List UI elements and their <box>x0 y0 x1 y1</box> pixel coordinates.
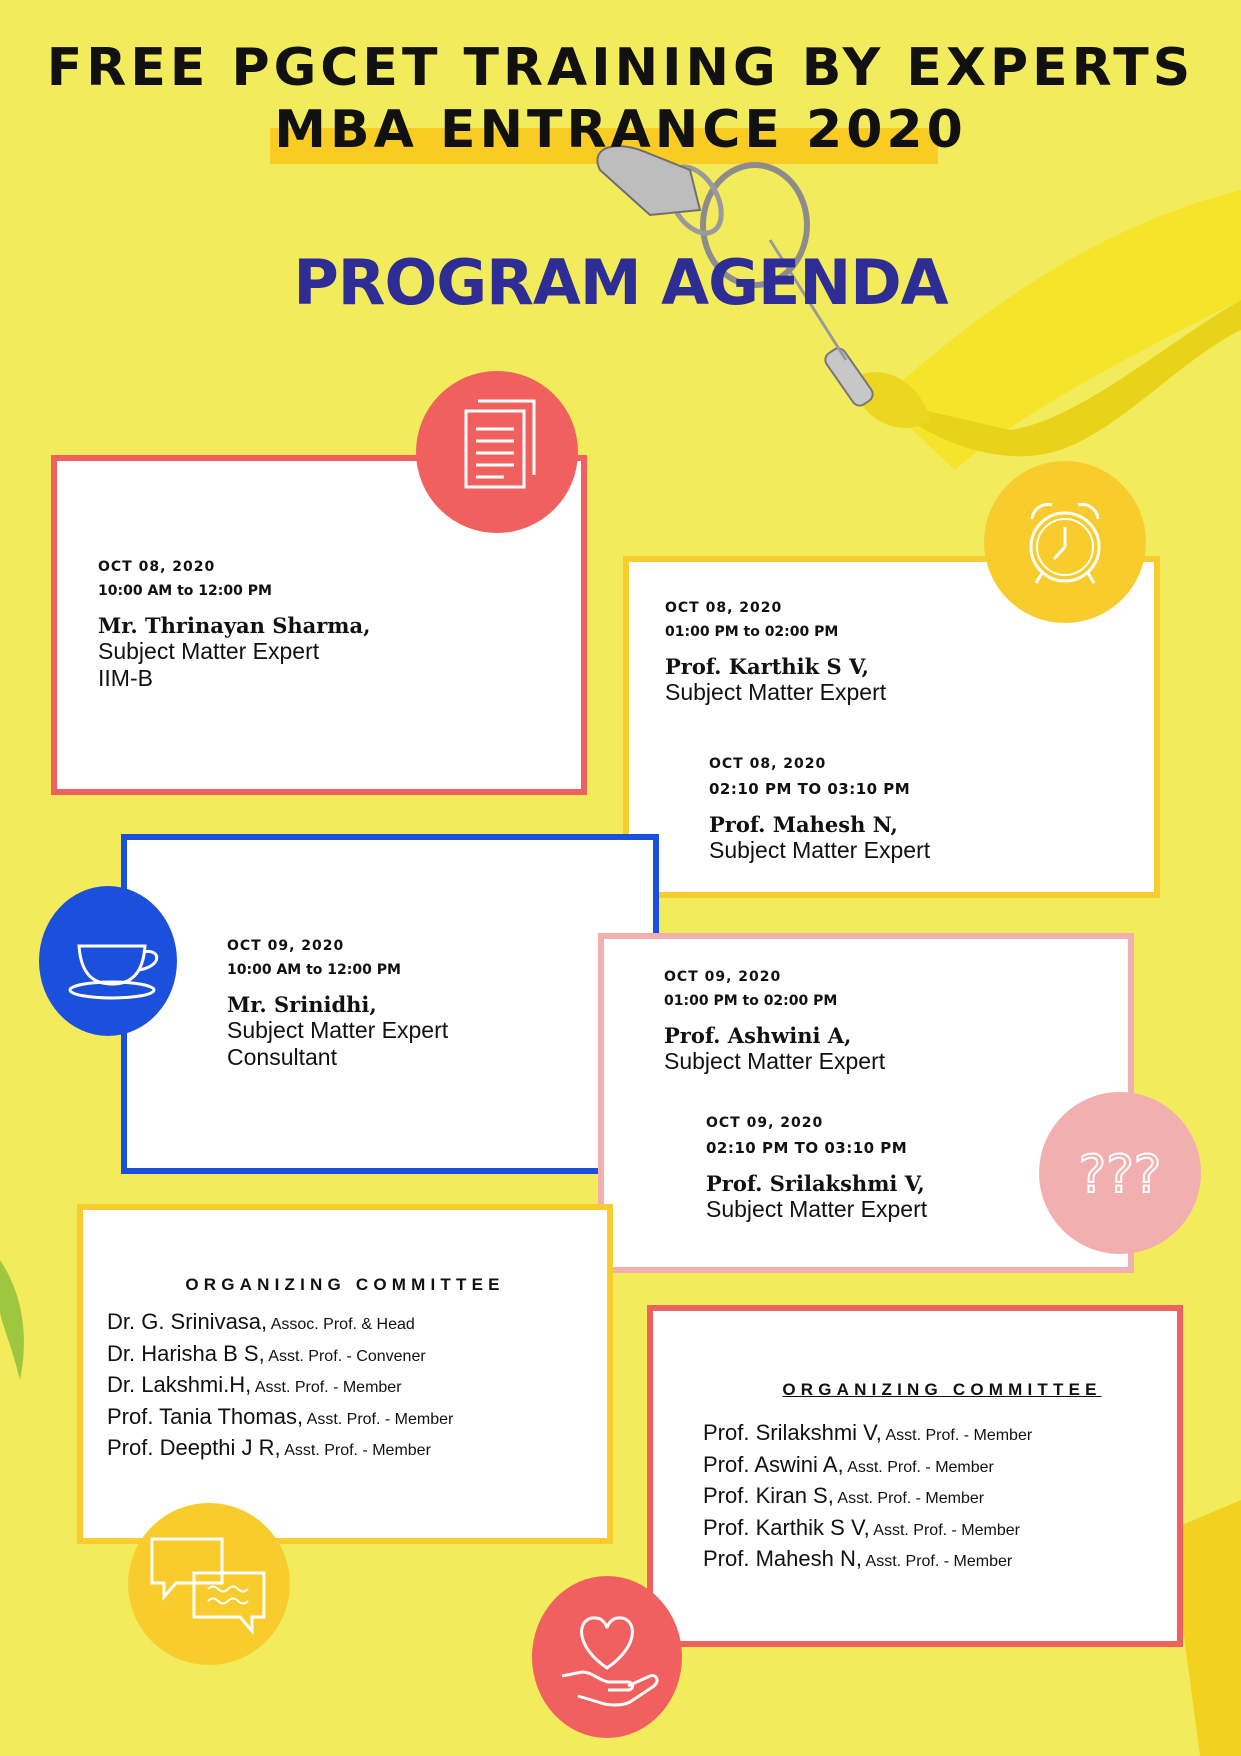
member-title: Asst. Prof. - Member <box>833 1490 985 1507</box>
member-name: Dr. G. Srinivasa, <box>107 1309 268 1334</box>
speaker-role: Subject Matter Expert <box>227 1017 449 1043</box>
speaker-organization: IIM-B <box>98 665 153 691</box>
session-date: OCT 09, 2020 <box>706 1115 824 1131</box>
committee-member <box>107 1403 453 1435</box>
committee-member-list <box>703 1419 1032 1577</box>
member-name: Prof. Tania Thomas, <box>107 1403 304 1429</box>
member-name: Prof. Kiran S, <box>703 1483 834 1508</box>
session-card-oct09-morning <box>121 834 659 1174</box>
member-title: Asst. Prof. - Member <box>251 1379 402 1396</box>
coffee-cup-icon-badge <box>39 886 177 1036</box>
committee-member <box>703 1514 1032 1546</box>
committee-heading: ORGANIZING COMMITTEE <box>185 1275 505 1294</box>
committee-member <box>107 1340 453 1372</box>
member-name: Prof. Mahesh N, <box>703 1546 862 1571</box>
session-time: 01:00 PM to 02:00 PM <box>664 993 838 1009</box>
chat-bubbles-icon-badge <box>128 1503 290 1665</box>
member-title: Asst. Prof. - Member <box>861 1553 1013 1570</box>
member-name: Prof. Deepthi J R, <box>107 1435 281 1460</box>
speaker-name: Prof. Mahesh N, <box>709 812 898 837</box>
speaker-name: Prof. Ashwini A, <box>664 1023 852 1048</box>
session-time: 10:00 AM to 12:00 PM <box>227 962 401 978</box>
committee-member-list <box>107 1308 453 1466</box>
member-name: Dr. Lakshmi.H, <box>107 1372 252 1397</box>
speaker-role: Subject Matter Expert <box>98 638 320 664</box>
speaker-name: Mr. Thrinayan Sharma, <box>98 613 371 638</box>
alarm-clock-icon-badge <box>984 461 1146 623</box>
member-title: Assoc. Prof. & Head <box>267 1316 415 1333</box>
member-title: Asst. Prof. - Member <box>843 1458 994 1476</box>
question-marks-icon-badge <box>1039 1092 1201 1254</box>
speaker-role: Subject Matter Expert <box>709 837 931 863</box>
session-time: 02:10 PM TO 03:10 PM <box>709 780 911 798</box>
member-title: Asst. Prof. - Convener <box>264 1347 426 1365</box>
coffee-cup-icon <box>39 886 177 1036</box>
session-date: OCT 08, 2020 <box>98 559 216 575</box>
speaker-name: Mr. Srinidhi, <box>227 992 377 1017</box>
committee-member <box>703 1545 1032 1577</box>
chat-bubbles-icon <box>128 1503 290 1665</box>
session-time: 10:00 AM to 12:00 PM <box>98 583 272 599</box>
page-title-line-2: MBA ENTRANCE 2020 <box>274 100 967 160</box>
session-date: OCT 09, 2020 <box>227 938 345 954</box>
committee-member <box>107 1371 453 1403</box>
question-marks-icon <box>1039 1092 1201 1254</box>
member-title: Asst. Prof. - Member <box>869 1521 1020 1539</box>
committee-member <box>107 1434 453 1466</box>
organizing-committee-card-1 <box>77 1204 613 1544</box>
session-date: OCT 08, 2020 <box>665 600 783 616</box>
member-title: Asst. Prof. - Member <box>303 1410 454 1428</box>
speaker-role: Subject Matter Expert <box>706 1196 928 1222</box>
committee-member <box>703 1451 1032 1483</box>
page-title-line-1: FREE PGCET TRAINING BY EXPERTS <box>46 38 1195 98</box>
committee-member <box>703 1482 1032 1514</box>
member-name: Prof. Aswini A, <box>703 1451 844 1477</box>
member-name: Prof. Srilakshmi V, <box>703 1420 882 1445</box>
committee-member <box>107 1308 453 1340</box>
speaker-name: Prof. Karthik S V, <box>665 654 869 679</box>
heart-in-hand-icon-badge <box>532 1576 682 1738</box>
speaker-name: Prof. Srilakshmi V, <box>706 1171 925 1196</box>
speaker-role: Subject Matter Expert <box>665 679 887 705</box>
speaker-organization: Consultant <box>227 1044 337 1070</box>
speaker-role: Subject Matter Expert <box>664 1048 886 1074</box>
committee-member <box>703 1419 1032 1451</box>
session-time: 01:00 PM to 02:00 PM <box>665 624 839 640</box>
document-icon <box>416 371 578 533</box>
program-agenda-heading: PROGRAM AGENDA <box>293 246 948 319</box>
session-time: 02:10 PM TO 03:10 PM <box>706 1139 908 1157</box>
member-name: Dr. Harisha B S, <box>107 1340 265 1366</box>
member-title: Asst. Prof. - Member <box>280 1442 431 1459</box>
session-date: OCT 09, 2020 <box>664 969 782 985</box>
alarm-clock-icon <box>984 461 1146 623</box>
organizing-committee-card-2 <box>647 1305 1183 1647</box>
document-icon-badge <box>416 371 578 533</box>
session-date: OCT 08, 2020 <box>709 756 827 772</box>
heart-in-hand-icon <box>532 1576 682 1738</box>
member-title: Asst. Prof. - Member <box>881 1427 1033 1444</box>
committee-heading: ORGANIZING COMMITTEE <box>782 1380 1102 1399</box>
member-name: Prof. Karthik S V, <box>703 1514 870 1540</box>
svg-text:???: ??? <box>1078 1145 1162 1205</box>
